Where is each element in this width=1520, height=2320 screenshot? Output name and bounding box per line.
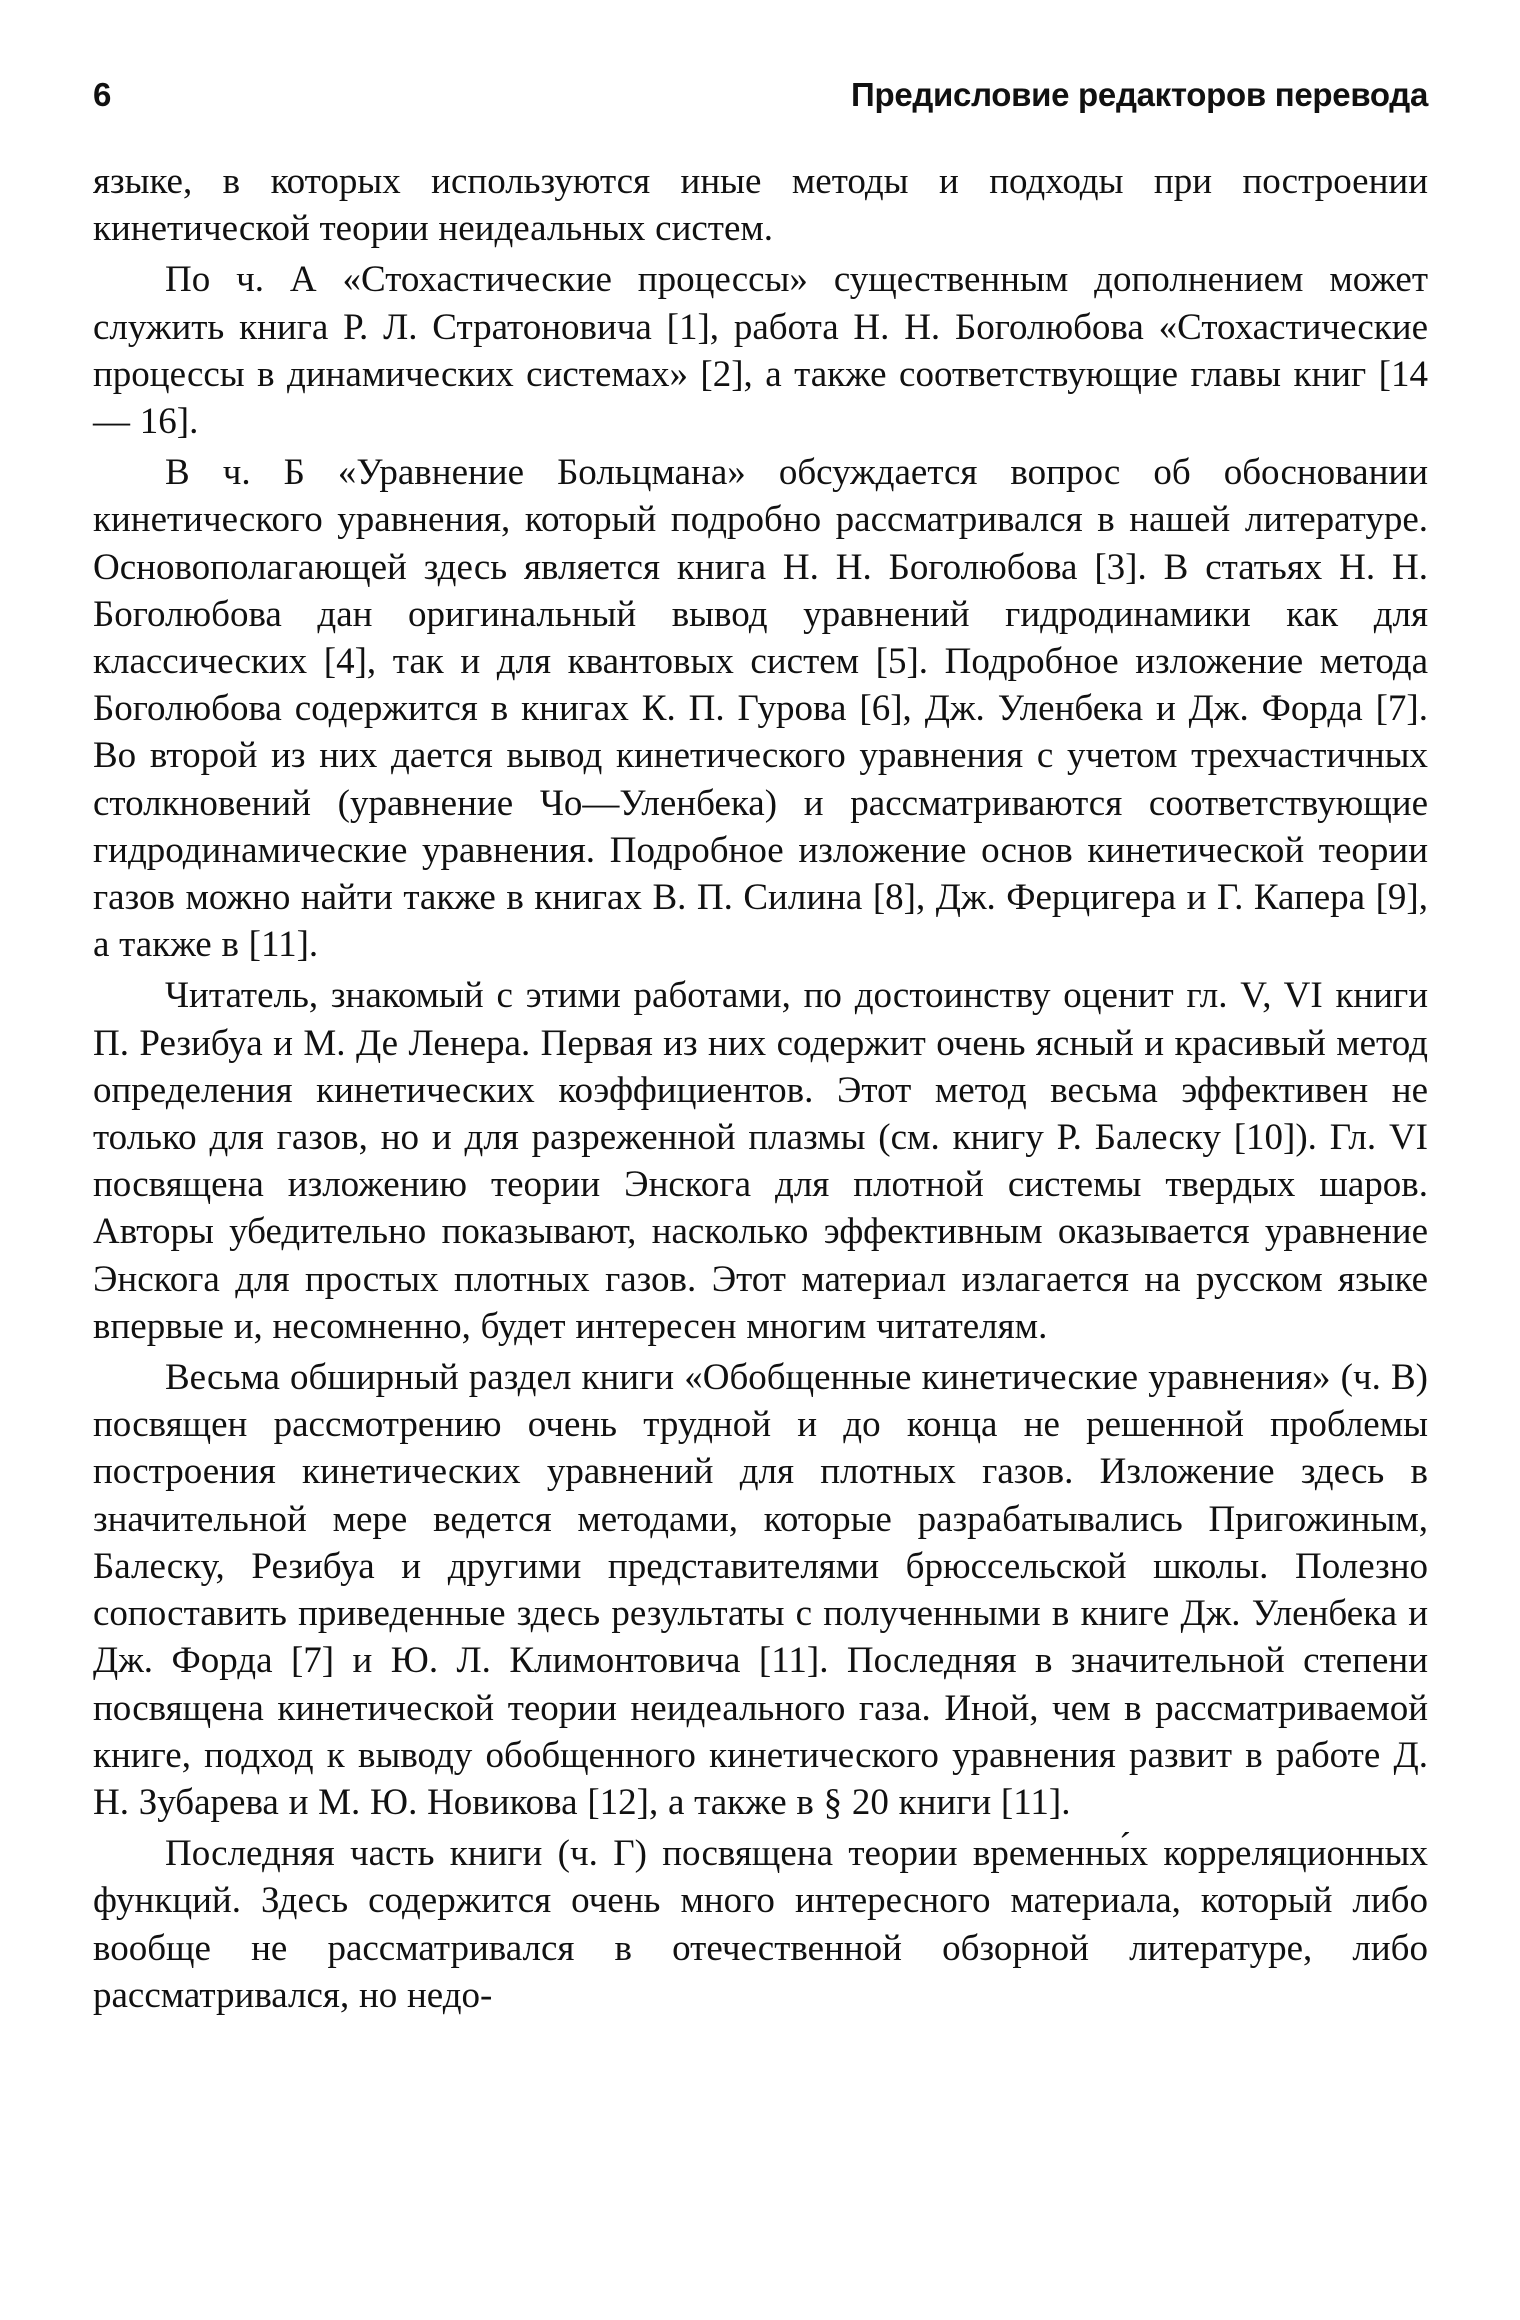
paragraph-boltzmann-equation: В ч. Б «Уравнение Больцмана» обсуждается вопрос об обосновании кинетического уравнения, который подробно рассматривался в нашей литературе. Основополагающей здесь является книга Н. Н. Боголюбова [3]. В статьях Н. Н. Боголюбова дан оригинальный вывод уравнений гидродинамики как для классических [4], так и для квантовых систем [5]. Подробное изложение метода Боголюбова содержится в книгах К. П. Гурова [6], Дж. Уленбека и Дж. Форда [7]. Во второй из них дается вывод кинетического уравнения с учетом трехчастичных столкновений (уравнение Чо—Уленбека) и рассматриваются соответствующие гидродинамические уравнения. Подробное изложение основ кинетической теории газов можно найти также в книгах В. П. Силина [8], Дж. Ферцигера и Г. Капера [9], а также в [11]. xyxy=(93,452,1428,966)
paragraph-reader-chapters: Читатель, знакомый с этими работами, по достоинству оценит гл. V, VI книги П. Резибуа и М. Де Ленера. Первая из них содержит очень ясный и красивый метод определения кинетических коэффициентов. Этот метод весьма эффективен не только для газов, но и для разреженной плазмы (см. книгу Р. Балеску [10]). Гл. VI посвящена изложению теории Энскога для плотной системы твердых шаров. Авторы убедительно показывают, насколько эффективным оказывается уравнение Энскога для простых плотных газов. Этот материал излагается на русском языке впервые и, несомненно, будет интересен многим читателям. xyxy=(93,975,1428,1347)
paragraph-generalized-kinetic-equations: Весьма обширный раздел книги «Обобщенные кинетические уравнения» (ч. В) посвящен рассмотрению очень трудной и до конца не решенной проблемы построения кинетических уравнений для плотных газов. Изложение здесь в значительной мере ведется методами, которые разрабатывались Пригожиным, Балеску, Резибуа и другими представителями брюссельской школы. Полезно сопоставить приведенные здесь результаты с полученными в книге Дж. Уленбека и Дж. Форда [7] и Ю. Л. Климонтовича [11]. Последняя в значительной степени посвящена кинетической теории неидеального газа. Иной, чем в рассматриваемой книге, подход к выводу обобщенного кинетического уравнения развит в работе Д. Н. Зубарева и М. Ю. Новикова [12], а также в § 20 книги [11]. xyxy=(93,1357,1428,1823)
body-text xyxy=(93,158,1428,2019)
page-number: 6 xyxy=(93,76,112,113)
paragraph-stochastic-processes: По ч. А «Стохастические процессы» существенным дополнением может служить книга Р. Л. Стратоновича [1], работа Н. Н. Боголюбова «Стохастические процессы в динамических системах» [2], а также соответствующие главы книг [14 — 16]. xyxy=(93,259,1428,443)
paragraph-correlation-functions: Последняя часть книги (ч. Г) посвящена теории временны́х корреляционных функций. Здесь содержится очень много интересного материала, который либо вообще не рассматривался в отечественной обзорной литературе, либо рассматривался, но недо- xyxy=(93,1833,1428,2016)
running-title: Предисловие редакторов перевода xyxy=(851,76,1428,113)
running-head xyxy=(93,70,1428,120)
paragraph-continuation: языке, в которых используются иные методы и подходы при построении кинетической теории неидеальных систем. xyxy=(93,161,1428,250)
